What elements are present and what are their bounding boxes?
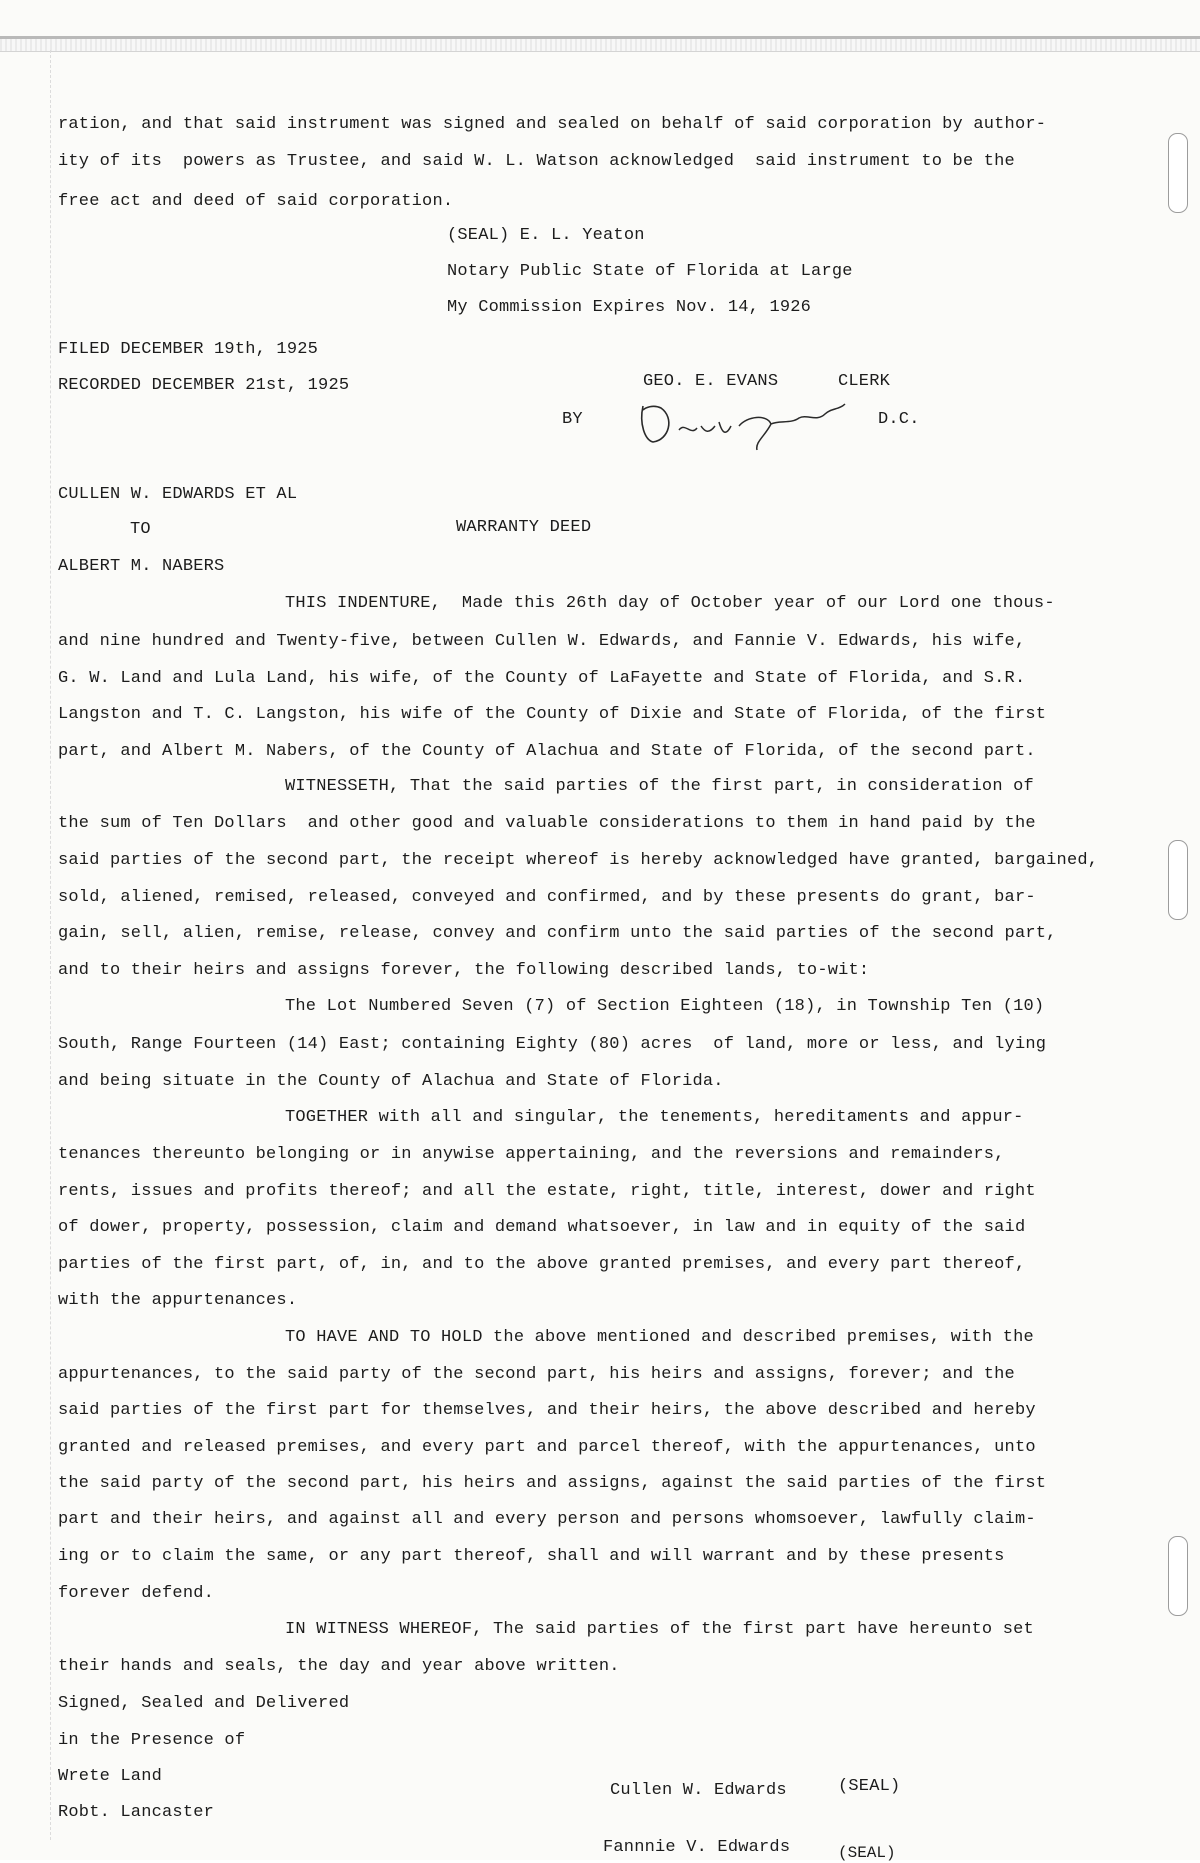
clerk-title: CLERK — [838, 372, 891, 391]
deed-body-line: IN WITNESS WHEREOF, The said parties of the first part have hereunto set — [285, 1620, 1034, 1639]
witness-name: Wrete Land — [58, 1767, 163, 1786]
deed-body-line: sold, aliened, remised, released, conveyed and confirmed, and by these presents do grant, bar- — [58, 888, 1036, 907]
punch-hole-middle — [1168, 840, 1188, 920]
punch-hole-top — [1168, 133, 1188, 213]
deed-body-line: THIS INDENTURE, Made this 26th day of October year of our Lord one thous- — [285, 594, 1055, 613]
page-top-border — [0, 36, 1200, 52]
notary-commission-line: My Commission Expires Nov. 14, 1926 — [447, 298, 812, 317]
notary-title-line: Notary Public State of Florida at Large — [447, 262, 853, 281]
deed-body-line: appurtenances, to the said party of the second part, his heirs and assigns, forever; and the — [58, 1365, 1015, 1384]
deed-body-line: the sum of Ten Dollars and other good and valuable considerations to them in hand paid by the — [58, 814, 1036, 833]
grantee-caption: ALBERT M. NABERS — [58, 557, 225, 576]
deed-body-line: parties of the first part, of, in, and to the above granted premises, and every part thereof, — [58, 1255, 1026, 1274]
deed-body-line: tenances thereunto belonging or in anywise appertaining, and the reversions and remainders, — [58, 1145, 1005, 1164]
deed-body-line: and to their heirs and assigns forever, the following described lands, to-wit: — [58, 961, 870, 980]
deed-body-line: with the appurtenances. — [58, 1291, 298, 1310]
execution-line: Signed, Sealed and Delivered — [58, 1694, 350, 1713]
grantor-signature-name: Cullen W. Edwards — [610, 1781, 787, 1800]
notary-text-line: free act and deed of said corporation. — [58, 192, 454, 211]
deed-body-line: WITNESSETH, That the said parties of the first part, in consideration of — [285, 777, 1034, 796]
legal-description-line: South, Range Fourteen (14) East; containing Eighty (80) acres of land, more or less, and lying — [58, 1035, 1047, 1054]
deed-body-line: ing or to claim the same, or any part thereof, shall and will warrant and by these presents — [58, 1547, 1005, 1566]
deed-body-line: rents, issues and profits thereof; and all the estate, right, title, interest, dower and right — [58, 1182, 1036, 1201]
deed-body-line: part and their heirs, and against all and every person and persons whomsoever, lawfully claim- — [58, 1510, 1036, 1529]
deed-body-line: of dower, property, possession, claim and demand whatsoever, in law and in equity of the said — [58, 1218, 1026, 1237]
deed-body-line: their hands and seals, the day and year above written. — [58, 1657, 620, 1676]
deed-body-line: and nine hundred and Twenty-five, between Cullen W. Edwards, and Fannie V. Edwards, his wife, — [58, 632, 1026, 651]
clerk-name: GEO. E. EVANS — [643, 372, 779, 391]
filed-date: FILED DECEMBER 19th, 1925 — [58, 340, 319, 359]
witness-name: Robt. Lancaster — [58, 1803, 215, 1822]
grantor-caption: CULLEN W. EDWARDS ET AL — [58, 485, 298, 504]
grantor-seal: (SEAL) — [838, 1777, 901, 1796]
deputy-clerk-signature — [635, 396, 855, 452]
deed-body-line: TO HAVE AND TO HOLD the above mentioned and described premises, with the — [285, 1328, 1034, 1347]
notary-text-line: ration, and that said instrument was signed and sealed on behalf of said corporation by author- — [58, 115, 1047, 134]
deed-body-line: said parties of the second part, the receipt whereof is hereby acknowledged have granted, bargained, — [58, 851, 1099, 870]
grantor-signature-name: Fannnie V. Edwards — [603, 1838, 791, 1857]
left-margin-rule — [50, 50, 51, 1840]
deed-body-line: TOGETHER with all and singular, the tenements, hereditaments and appur- — [285, 1108, 1024, 1127]
deed-body-line: part, and Albert M. Nabers, of the County of Alachua and State of Florida, of the second part. — [58, 742, 1036, 761]
legal-description-line: and being situate in the County of Alachua and State of Florida. — [58, 1072, 724, 1091]
deed-body-line: G. W. Land and Lula Land, his wife, of the County of LaFayette and State of Florida, and S.R. — [58, 669, 1026, 688]
deed-body-line: gain, sell, alien, remise, release, convey and confirm unto the said parties of the second part, — [58, 924, 1057, 943]
execution-line: in the Presence of — [58, 1731, 246, 1750]
recorded-date: RECORDED DECEMBER 21st, 1925 — [58, 376, 350, 395]
caption-to: TO — [130, 520, 151, 539]
deed-body-line: granted and released premises, and every part and parcel thereof, with the appurtenances, unto — [58, 1438, 1036, 1457]
legal-description-line: The Lot Numbered Seven (7) of Section Eighteen (18), in Township Ten (10) — [285, 997, 1045, 1016]
grantor-seal: (SEAL) — [838, 1844, 896, 1862]
notary-seal-line: (SEAL) E. L. Yeaton — [447, 226, 645, 245]
deputy-clerk-label: D.C. — [878, 410, 920, 429]
deed-body-line: Langston and T. C. Langston, his wife of the County of Dixie and State of Florida, of the first — [58, 705, 1047, 724]
document-type: WARRANTY DEED — [456, 518, 592, 537]
by-label: BY — [562, 410, 583, 429]
deed-body-line: the said party of the second part, his heirs and assigns, against the said parties of the first — [58, 1474, 1047, 1493]
punch-hole-bottom — [1168, 1536, 1188, 1616]
deed-body-line: forever defend. — [58, 1584, 215, 1603]
deed-body-line: said parties of the first part for themselves, and their heirs, the above described and hereby — [58, 1401, 1036, 1420]
notary-text-line: ity of its powers as Trustee, and said W. L. Watson acknowledged said instrument to be the — [58, 152, 1015, 171]
